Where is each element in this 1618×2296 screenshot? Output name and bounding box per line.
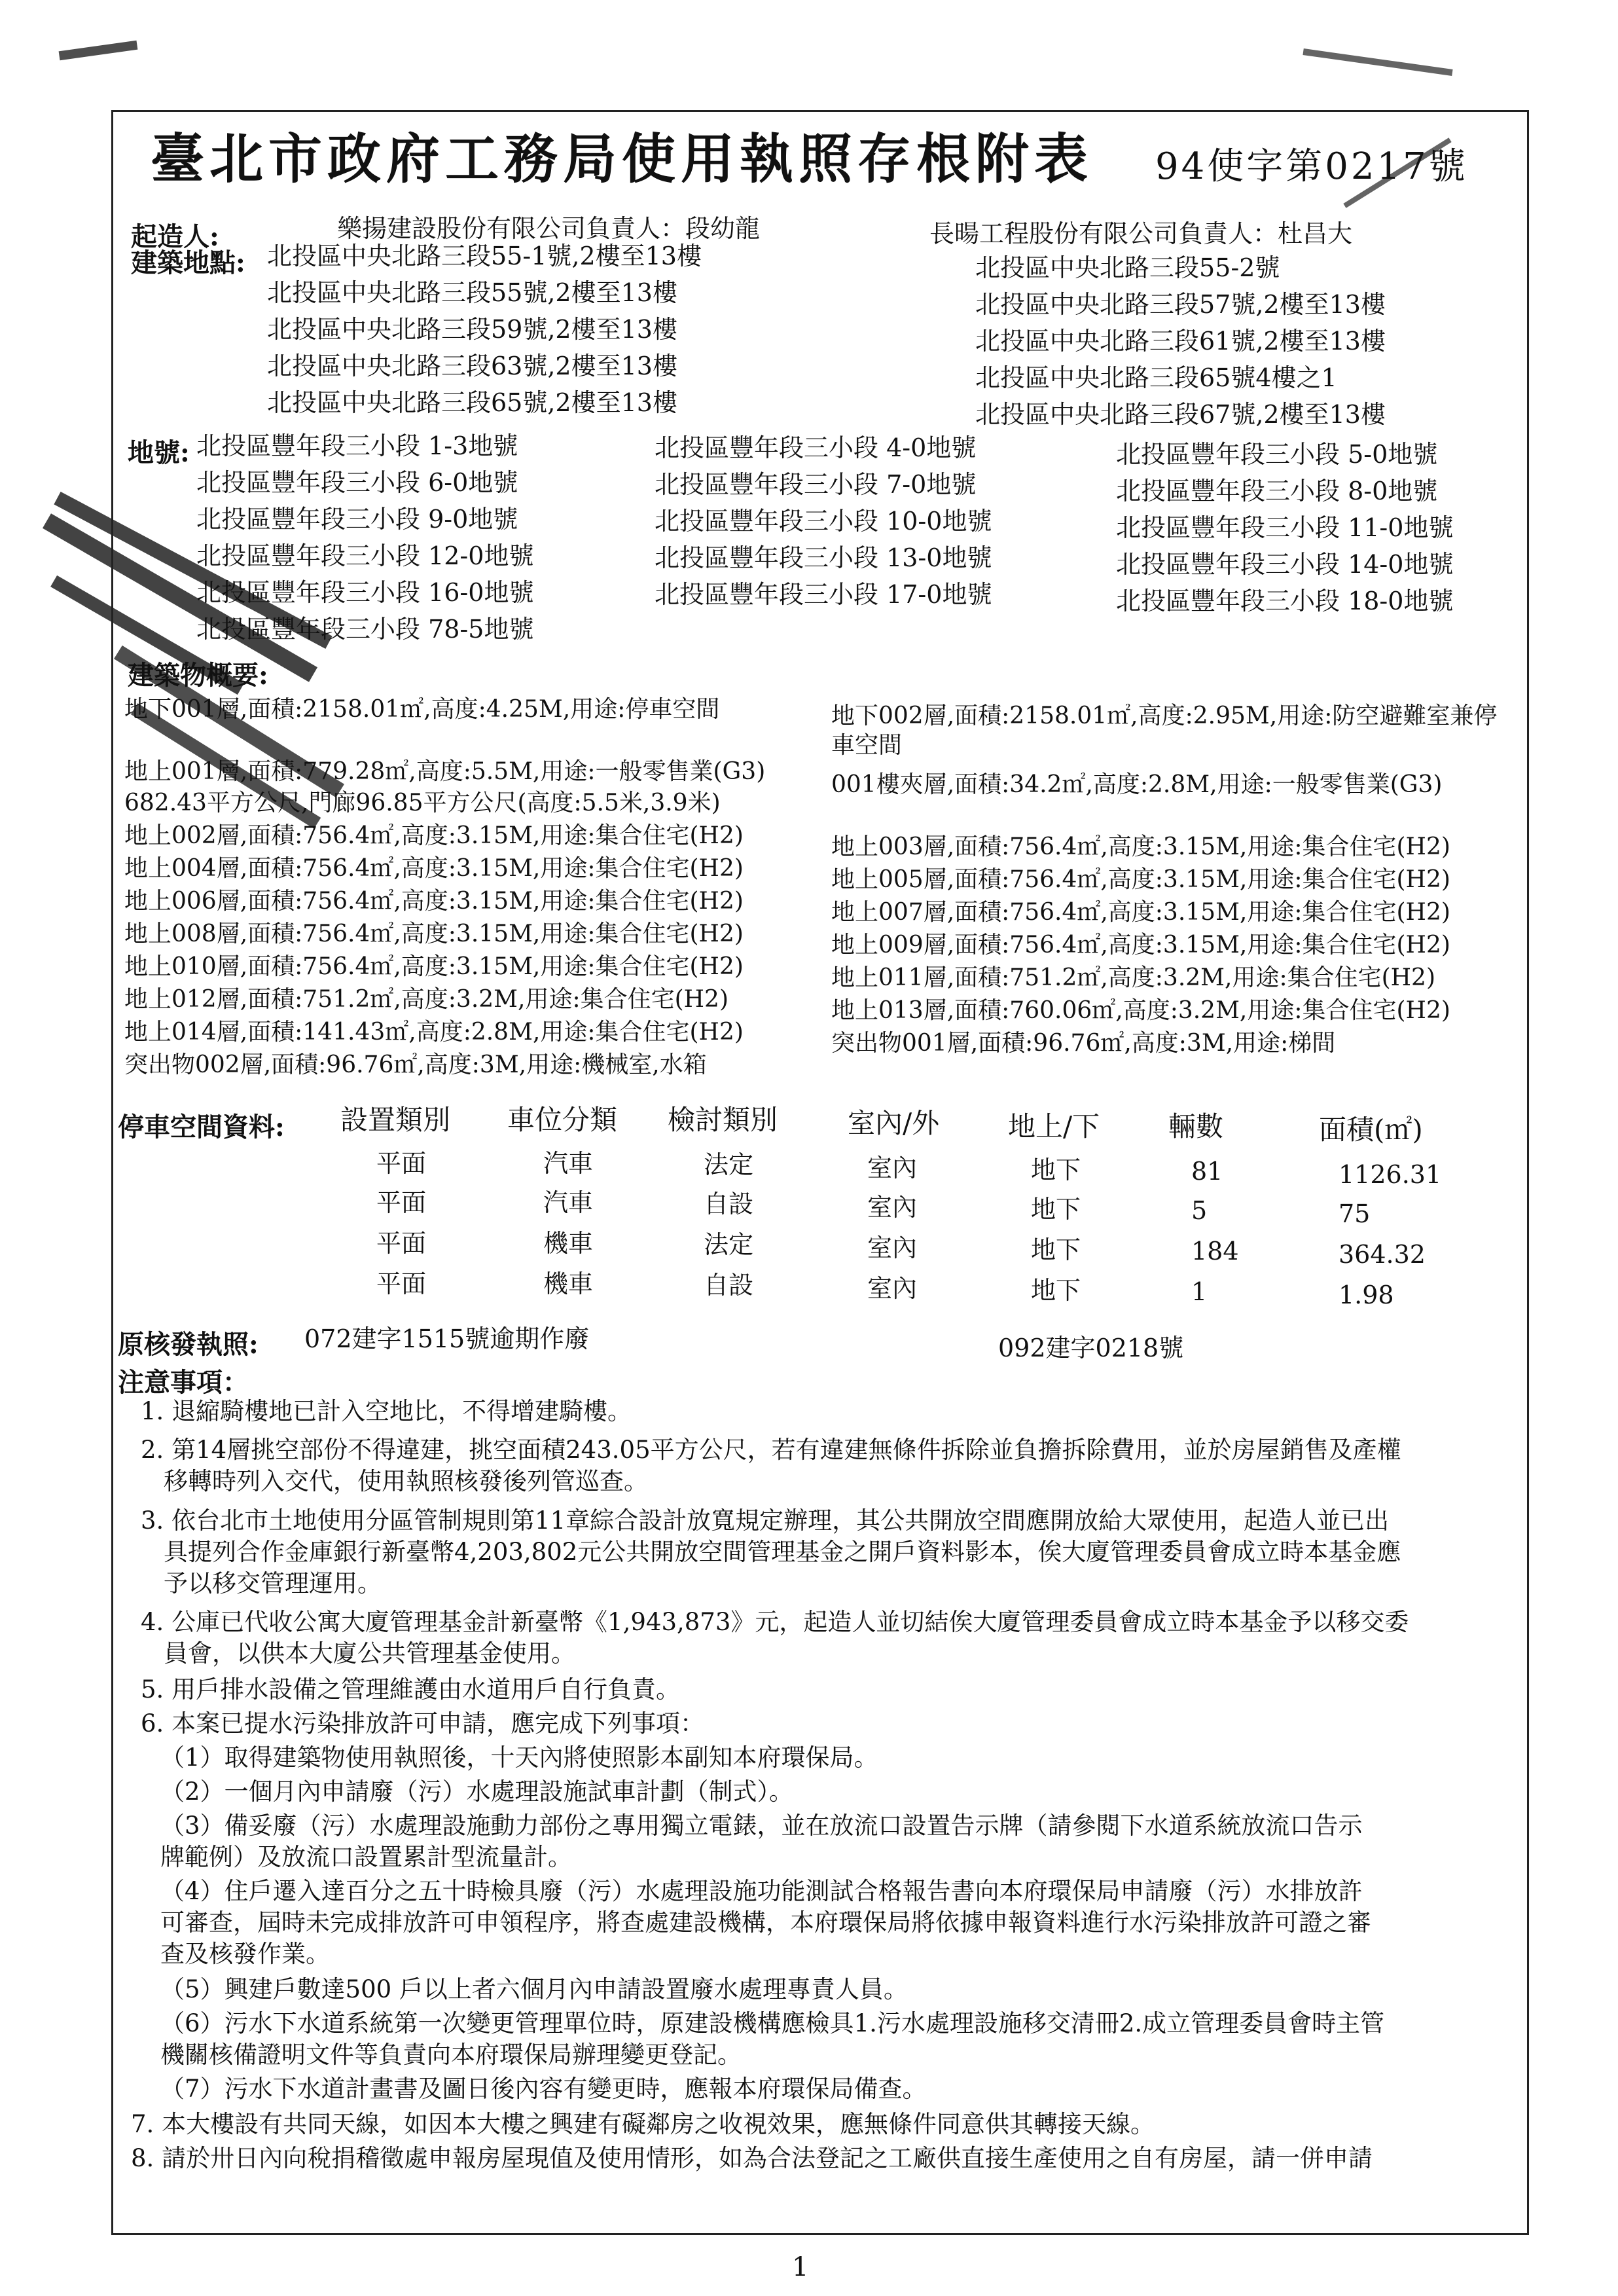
parking-label: 停車空間資料: [118, 1112, 285, 1142]
overview-left-10: 地上012層,面積:751.2㎡,高度:3.2M,用途:集合住宅(H2) [124, 986, 728, 1013]
overview-left-5: 地上002層,面積:756.4㎡,高度:3.15M,用途:集合住宅(H2) [124, 822, 744, 849]
parking-header-area: 面積(㎡) [1319, 1114, 1423, 1146]
overview-left-7: 地上006層,面積:756.4㎡,高度:3.15M,用途:集合住宅(H2) [124, 888, 744, 915]
overview-right-11: 突出物001層,面積:96.76㎡,高度:3M,用途:梯間 [831, 1030, 1336, 1057]
note-line: 機關核備證明文件等負責向本府環保局辦理變更登記。 [160, 2041, 742, 2069]
lot-col1-2: 北投區豐年段三小段 6-0地號 [196, 468, 518, 497]
note-line: （1）取得建築物使用執照後，十天內將使照影本副知本府環保局。 [160, 1743, 878, 1772]
notes-label: 注意事項： [118, 1367, 249, 1398]
builder-right: 長暘工程股份有限公司負責人：杜昌大 [929, 219, 1353, 248]
parking-cell: 1 [1191, 1277, 1208, 1306]
parking-cell: 室內 [867, 1154, 918, 1182]
overview-right-10: 地上013層,面積:760.06㎡,高度:3.2M,用途:集合住宅(H2) [831, 997, 1450, 1024]
parking-header-class: 車位分類 [507, 1104, 618, 1136]
lot-col3-3: 北投區豐年段三小段 11-0地號 [1116, 513, 1454, 542]
parking-cell: 平面 [376, 1188, 427, 1217]
parking-cell: 184 [1191, 1237, 1239, 1266]
parking-cell: 地下 [1031, 1235, 1081, 1264]
lot-col2-5: 北投區豐年段三小段 17-0地號 [655, 580, 992, 609]
parking-cell: 自設 [704, 1190, 754, 1218]
site-left-1: 北投區中央北路三段55-1號,2樓至13樓 [267, 242, 702, 270]
original-license-right: 092建字0218號 [998, 1334, 1184, 1362]
parking-cell: 364.32 [1339, 1240, 1426, 1269]
note-line: 7. 本大樓設有共同天線，如因本大樓之興建有礙鄰房之收視效果，應無條件同意供其轉接天線。 [131, 2110, 1155, 2138]
note-line: 員會，以供本大廈公共管理基金使用。 [164, 1639, 575, 1667]
site-right-2: 北投區中央北路三段57號,2樓至13樓 [975, 290, 1386, 319]
parking-cell: 室內 [867, 1274, 918, 1303]
overview-left-11: 地上014層,面積:141.43㎡,高度:2.8M,用途:集合住宅(H2) [124, 1019, 744, 1046]
parking-cell: 地下 [1031, 1276, 1081, 1305]
scan-smudge [1303, 48, 1452, 76]
note-line: 6. 本案已提水污染排放許可申請，應完成下列事項： [141, 1709, 705, 1738]
overview-right-5: 地上003層,面積:756.4㎡,高度:3.15M,用途:集合住宅(H2) [831, 833, 1450, 860]
note-line: （3）備妥廢（污）水處理設施動力部份之專用獨立電錶，並在放流口設置告示牌（請參閱下水道系統放流口告示 [160, 1812, 1363, 1840]
parking-cell: 平面 [376, 1229, 427, 1258]
site-left-4: 北投區中央北路三段63號,2樓至13樓 [267, 352, 677, 380]
lot-col1-4: 北投區豐年段三小段 12-0地號 [196, 541, 534, 570]
parking-cell: 汽車 [543, 1188, 594, 1217]
site-left-3: 北投區中央北路三段59號,2樓至13樓 [267, 315, 677, 344]
builder-left: 樂揚建設股份有限公司負責人：段幼龍 [337, 214, 761, 243]
lot-col3-1: 北投區豐年段三小段 5-0地號 [1116, 440, 1438, 469]
parking-cell: 室內 [867, 1193, 918, 1222]
note-line: 1. 退縮騎樓地已計入空地比，不得增建騎樓。 [141, 1397, 632, 1425]
note-line: （4）住戶遷入達百分之五十時檢具廢（污）水處理設施功能測試合格報告書向本府環保局申請廢（污）水排放許 [160, 1877, 1363, 1905]
overview-left-8: 地上008層,面積:756.4㎡,高度:3.15M,用途:集合住宅(H2) [124, 920, 744, 947]
note-line: 牌範例）及放流口設置累計型流量計。 [160, 1843, 572, 1871]
parking-header-type: 設置類別 [340, 1104, 451, 1136]
parking-cell: 機車 [543, 1269, 594, 1298]
overview-left-3: 地上001層,面積:779.28㎡,高度:5.5M,用途:一般零售業(G3) [124, 758, 766, 785]
overview-left-4: 682.43平方公尺,門廊96.85平方公尺(高度:5.5米,3.9米) [124, 790, 721, 816]
original-license-label: 原核發執照: [118, 1329, 259, 1360]
original-license-left: 072建字1515號逾期作廢 [304, 1324, 590, 1353]
lot-col2-4: 北投區豐年段三小段 13-0地號 [655, 543, 992, 572]
parking-cell: 1.98 [1339, 1281, 1394, 1309]
note-line: 可審查，屆時未完成排放許可申領程序，將查處建設機構，本府環保局將依據申報資料進行水污染排放許可證之審 [160, 1908, 1371, 1937]
note-line: 4. 公庫已代收公寓大廈管理基金計新臺幣《1,943,873》元，起造人並切結俟大廈管理委員會成立時本基金予以移交委 [141, 1608, 1409, 1636]
scan-smudge [59, 41, 138, 61]
note-line: （7）污水下水道計畫書及圖日後內容有變更時，應報本府環保局備查。 [160, 2075, 927, 2103]
page-number: 1 [792, 2252, 809, 2282]
note-line: 予以移交管理運用。 [164, 1569, 382, 1597]
overview-left-12: 突出物002層,面積:96.76㎡,高度:3M,用途:機械室,水箱 [124, 1051, 707, 1078]
overview-right-7: 地上007層,面積:756.4㎡,高度:3.15M,用途:集合住宅(H2) [831, 899, 1450, 926]
site-left-5: 北投區中央北路三段65號,2樓至13樓 [267, 388, 677, 417]
parking-cell: 室內 [867, 1233, 918, 1262]
parking-cell: 機車 [543, 1229, 594, 1258]
parking-header-level: 地上/下 [1008, 1110, 1100, 1142]
parking-cell: 汽車 [543, 1149, 594, 1178]
lot-col1-1: 北投區豐年段三小段 1-3地號 [196, 431, 518, 460]
parking-cell: 自設 [704, 1271, 754, 1300]
parking-cell: 地下 [1031, 1195, 1081, 1224]
note-line: 8. 請於卅日內向稅捐稽徵處申報房屋現值及使用情形，如為合法登記之工廠供直接生產使用之自有房屋，請一併申請 [131, 2144, 1373, 2172]
site-right-4: 北投區中央北路三段65號4樓之1 [975, 363, 1337, 392]
overview-left-9: 地上010層,面積:756.4㎡,高度:3.15M,用途:集合住宅(H2) [124, 953, 744, 980]
note-line: （2）一個月內申請廢（污）水處理設施試車計劃（制式）。 [160, 1777, 794, 1806]
parking-cell: 1126.31 [1339, 1160, 1442, 1189]
parking-cell: 地下 [1031, 1156, 1081, 1184]
lot-col2-3: 北投區豐年段三小段 10-0地號 [655, 507, 992, 536]
overview-left-1: 地下001層,面積:2158.01㎡,高度:4.25M,用途:停車空間 [124, 696, 720, 723]
parking-cell: 法定 [704, 1150, 754, 1179]
parking-cell: 75 [1339, 1199, 1371, 1228]
parking-header-count: 輛數 [1168, 1110, 1224, 1142]
site-right-3: 北投區中央北路三段61號,2樓至13樓 [975, 327, 1386, 355]
lot-col1-5: 北投區豐年段三小段 16-0地號 [196, 578, 534, 607]
parking-cell: 平面 [376, 1149, 427, 1178]
builder-label: 起造人: [131, 221, 219, 252]
lot-col1-6: 北投區豐年段三小段 78-5地號 [196, 615, 534, 644]
site-right-5: 北投區中央北路三段67號,2樓至13樓 [975, 400, 1386, 429]
note-line: 5. 用戶排水設備之管理維護由水道用戶自行負責。 [141, 1675, 681, 1704]
site-label: 建築地點: [131, 247, 245, 278]
parking-header-review: 檢討類別 [668, 1104, 778, 1136]
lots-label: 地號: [128, 437, 190, 468]
overview-right-8: 地上009層,面積:756.4㎡,高度:3.15M,用途:集合住宅(H2) [831, 932, 1450, 958]
document-number: 94使字第0217號 [1155, 145, 1468, 188]
site-left-2: 北投區中央北路三段55號,2樓至13樓 [267, 278, 677, 307]
overview-right-6: 地上005層,面積:756.4㎡,高度:3.15M,用途:集合住宅(H2) [831, 866, 1450, 893]
note-line: 3. 依台北市土地使用分區管制規則第11章綜合設計放寬規定辦理，其公共開放空間應開放給大眾使用，起造人並已出 [141, 1506, 1390, 1535]
parking-cell: 平面 [376, 1269, 427, 1298]
note-line: 具提列合作金庫銀行新臺幣4,203,802元公共開放空間管理基金之開戶資料影本，俟大廈管理委員會成立時本基金應 [164, 1538, 1401, 1566]
overview-left-6: 地上004層,面積:756.4㎡,高度:3.15M,用途:集合住宅(H2) [124, 855, 744, 882]
note-line: 查及核發作業。 [160, 1940, 330, 1968]
overview-label: 建築物概要: [128, 660, 268, 691]
lot-col3-4: 北投區豐年段三小段 14-0地號 [1116, 550, 1454, 579]
note-line: 移轉時列入交代，使用執照核發後列管巡查。 [164, 1467, 648, 1495]
note-line: （5）興建戶數達500 戶以上者六個月內申請設置廢水處理專責人員。 [160, 1975, 908, 2003]
parking-header-indoor: 室內/外 [848, 1107, 940, 1139]
lot-col3-5: 北投區豐年段三小段 18-0地號 [1116, 587, 1454, 615]
parking-cell: 81 [1191, 1157, 1223, 1186]
site-right-1: 北投區中央北路三段55-2號 [975, 253, 1280, 282]
lot-col2-2: 北投區豐年段三小段 7-0地號 [655, 470, 977, 499]
overview-right-1: 地下002層,面積:2158.01㎡,高度:2.95M,用途:防空避難室兼停 [831, 702, 1498, 729]
overview-right-9: 地上011層,面積:751.2㎡,高度:3.2M,用途:集合住宅(H2) [831, 964, 1435, 991]
lot-col2-1: 北投區豐年段三小段 4-0地號 [655, 433, 977, 462]
note-line: 2. 第14層挑空部份不得違建，挑空面積243.05平方公尺，若有違建無條件拆除並負擔拆除費用，並於房屋銷售及產權 [141, 1436, 1401, 1464]
overview-right-3: 001樓夾層,面積:34.2㎡,高度:2.8M,用途:一般零售業(G3) [831, 771, 1443, 798]
document-title: 臺北市政府工務局使用執照存根附表 [151, 128, 1094, 191]
lot-col1-3: 北投區豐年段三小段 9-0地號 [196, 505, 518, 534]
note-line: （6）污水下水道系統第一次變更管理單位時，原建設機構應檢具1.污水處理設施移交清冊2.成立管理委員會時主管 [160, 2009, 1385, 2037]
parking-cell: 5 [1191, 1196, 1208, 1225]
lot-col3-2: 北投區豐年段三小段 8-0地號 [1116, 477, 1438, 505]
parking-cell: 法定 [704, 1230, 754, 1259]
overview-right-2: 車空間 [831, 732, 903, 759]
